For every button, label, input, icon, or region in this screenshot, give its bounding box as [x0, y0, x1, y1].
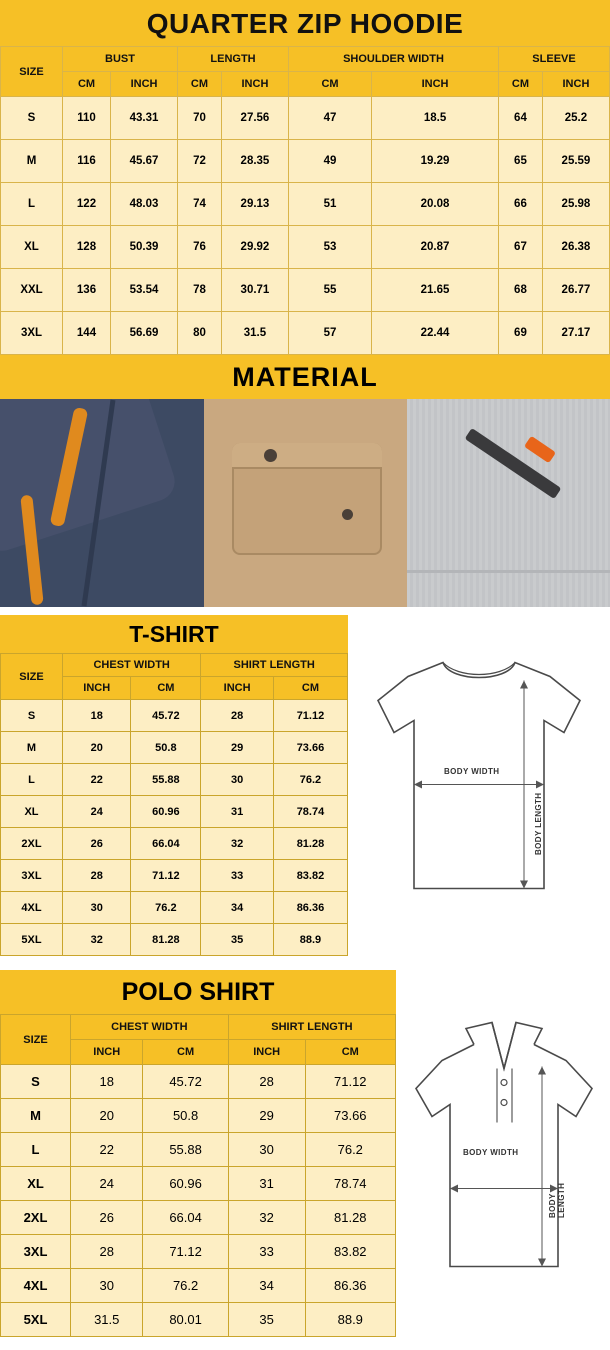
tshirt-row-4-c0: 26: [63, 828, 131, 860]
polo-unit-length-inch: INCH: [228, 1040, 305, 1065]
hoodie-unit-length-inch: INCH: [221, 72, 288, 97]
tshirt-outline-icon: [348, 615, 610, 956]
polo-row-4-c0: 26: [71, 1201, 143, 1235]
hoodie-row-3-c7: 26.38: [542, 226, 609, 269]
tshirt-row-5-c3: 83.82: [273, 860, 347, 892]
polo-row-0-c1: 45.72: [143, 1065, 228, 1099]
hoodie-unit-shoulder-inch: INCH: [372, 72, 499, 97]
hoodie-section: [0, 0, 610, 355]
hoodie-row-4-c7: 26.77: [542, 269, 609, 312]
polo-row-7-size: 5XL: [1, 1303, 71, 1337]
tshirt-row-6-c2: 34: [201, 892, 274, 924]
tshirt-row-6-c3: 86.36: [273, 892, 347, 924]
hoodie-row-4-c2: 78: [178, 269, 222, 312]
hoodie-row-2-c7: 25.98: [542, 183, 609, 226]
table-row: [1, 183, 610, 226]
tshirt-row-5-c0: 28: [63, 860, 131, 892]
tshirt-row-7-size: 5XL: [1, 924, 63, 956]
tshirt-row-1-c1: 50.8: [131, 732, 201, 764]
tshirt-size-table: [0, 653, 348, 956]
grey-fleece-pen-photo: [407, 399, 610, 607]
hoodie-row-3-c3: 29.92: [221, 226, 288, 269]
tshirt-row-2-c1: 55.88: [131, 764, 201, 796]
table-row: [1, 1167, 396, 1201]
hoodie-row-5-size: 3XL: [1, 312, 63, 355]
table-row: [1, 860, 348, 892]
table-row: [1, 312, 610, 355]
hoodie-row-4-c6: 68: [499, 269, 543, 312]
polo-row-3-c0: 24: [71, 1167, 143, 1201]
polo-header-chest-width: CHEST WIDTH: [71, 1015, 229, 1040]
tshirt-table-body: [1, 700, 348, 956]
tshirt-row-2-size: L: [1, 764, 63, 796]
table-row: [1, 269, 610, 312]
hoodie-row-1-c4: 49: [288, 140, 371, 183]
hoodie-row-4-c5: 21.65: [372, 269, 499, 312]
polo-row-0-size: S: [1, 1065, 71, 1099]
tshirt-section: [0, 607, 610, 956]
polo-row-6-size: 4XL: [1, 1269, 71, 1303]
tshirt-unit-length-inch: INCH: [201, 677, 274, 700]
hoodie-row-4-c3: 30.71: [221, 269, 288, 312]
hoodie-title: QUARTER ZIP HOODIE: [0, 0, 610, 46]
tshirt-unit-length-cm: CM: [273, 677, 347, 700]
hoodie-row-0-c6: 64: [499, 97, 543, 140]
tshirt-body-width-label: BODY WIDTH: [444, 767, 500, 776]
table-row: [1, 828, 348, 860]
table-row: [1, 764, 348, 796]
polo-row-5-c3: 83.82: [305, 1235, 395, 1269]
hoodie-unit-bust-inch: INCH: [111, 72, 178, 97]
beige-sleeve-pocket-photo: [204, 399, 407, 607]
tshirt-row-7-c3: 88.9: [273, 924, 347, 956]
hoodie-row-1-c2: 72: [178, 140, 222, 183]
hoodie-unit-length-cm: CM: [178, 72, 222, 97]
hoodie-row-0-c3: 27.56: [221, 97, 288, 140]
hoodie-row-0-c0: 110: [63, 97, 111, 140]
tshirt-row-4-size: 2XL: [1, 828, 63, 860]
hoodie-row-2-c0: 122: [63, 183, 111, 226]
hoodie-row-1-c7: 25.59: [542, 140, 609, 183]
hoodie-row-2-c6: 66: [499, 183, 543, 226]
polo-row-1-size: M: [1, 1099, 71, 1133]
table-row: [1, 1303, 396, 1337]
tshirt-row-7-c2: 35: [201, 924, 274, 956]
tshirt-row-2-c3: 76.2: [273, 764, 347, 796]
hoodie-row-0-c7: 25.2: [542, 97, 609, 140]
polo-diagram: [396, 970, 610, 1337]
hoodie-unit-header-row: [1, 72, 610, 97]
hoodie-row-3-c4: 53: [288, 226, 371, 269]
table-row: [1, 1065, 396, 1099]
hoodie-row-4-c4: 55: [288, 269, 371, 312]
hoodie-unit-shoulder-cm: CM: [288, 72, 371, 97]
tshirt-row-4-c1: 66.04: [131, 828, 201, 860]
table-row: [1, 892, 348, 924]
hoodie-row-1-size: M: [1, 140, 63, 183]
tshirt-row-5-c1: 71.12: [131, 860, 201, 892]
tshirt-unit-chest-cm: CM: [131, 677, 201, 700]
table-row: [1, 924, 348, 956]
tshirt-row-0-size: S: [1, 700, 63, 732]
hoodie-row-0-c2: 70: [178, 97, 222, 140]
hoodie-row-5-c0: 144: [63, 312, 111, 355]
tshirt-table-wrap: [0, 615, 348, 956]
hoodie-row-0-c5: 18.5: [372, 97, 499, 140]
polo-unit-length-cm: CM: [305, 1040, 395, 1065]
hoodie-header-size: SIZE: [1, 47, 63, 97]
polo-row-6-c0: 30: [71, 1269, 143, 1303]
polo-row-5-c1: 71.12: [143, 1235, 228, 1269]
tshirt-row-3-c1: 60.96: [131, 796, 201, 828]
hoodie-row-2-size: L: [1, 183, 63, 226]
hoodie-row-3-size: XL: [1, 226, 63, 269]
tshirt-row-2-c0: 22: [63, 764, 131, 796]
tshirt-title: T-SHIRT: [0, 615, 348, 653]
tshirt-row-1-size: M: [1, 732, 63, 764]
tshirt-row-4-c3: 81.28: [273, 828, 347, 860]
tshirt-group-header-row: [1, 654, 348, 677]
material-title: MATERIAL: [0, 355, 610, 399]
polo-row-2-c3: 76.2: [305, 1133, 395, 1167]
table-row: [1, 1235, 396, 1269]
tshirt-row-1-c3: 73.66: [273, 732, 347, 764]
polo-section: [0, 956, 610, 1337]
tshirt-header-size: SIZE: [1, 654, 63, 700]
hoodie-row-0-c4: 47: [288, 97, 371, 140]
tshirt-row-3-size: XL: [1, 796, 63, 828]
tshirt-row-3-c3: 78.74: [273, 796, 347, 828]
polo-row-5-c2: 33: [228, 1235, 305, 1269]
tshirt-row-0-c3: 71.12: [273, 700, 347, 732]
polo-header-size: SIZE: [1, 1015, 71, 1065]
tshirt-row-1-c0: 20: [63, 732, 131, 764]
polo-row-2-c0: 22: [71, 1133, 143, 1167]
tshirt-row-7-c1: 81.28: [131, 924, 201, 956]
hoodie-unit-sleeve-cm: CM: [499, 72, 543, 97]
hoodie-row-2-c5: 20.08: [372, 183, 499, 226]
tshirt-row-5-size: 3XL: [1, 860, 63, 892]
polo-row-0-c3: 71.12: [305, 1065, 395, 1099]
polo-group-header-row: [1, 1015, 396, 1040]
hoodie-row-0-size: S: [1, 97, 63, 140]
hoodie-group-header-row: [1, 47, 610, 72]
polo-header-shirt-length: SHIRT LENGTH: [228, 1015, 395, 1040]
tshirt-diagram: [348, 615, 610, 956]
hoodie-row-3-c1: 50.39: [111, 226, 178, 269]
table-row: [1, 97, 610, 140]
hoodie-row-4-c1: 53.54: [111, 269, 178, 312]
tshirt-header-chest-width: CHEST WIDTH: [63, 654, 201, 677]
hoodie-row-1-c0: 116: [63, 140, 111, 183]
tshirt-body-length-label: BODY LENGTH: [534, 792, 543, 855]
tshirt-row-6-c1: 76.2: [131, 892, 201, 924]
tshirt-row-3-c2: 31: [201, 796, 274, 828]
table-row: [1, 1133, 396, 1167]
polo-row-5-c0: 28: [71, 1235, 143, 1269]
polo-row-3-c2: 31: [228, 1167, 305, 1201]
hoodie-row-3-c5: 20.87: [372, 226, 499, 269]
polo-row-3-size: XL: [1, 1167, 71, 1201]
table-row: [1, 700, 348, 732]
navy-hoodie-drawstring-photo: [0, 399, 204, 607]
hoodie-header-sleeve: SLEEVE: [499, 47, 610, 72]
polo-row-0-c0: 18: [71, 1065, 143, 1099]
tshirt-row-1-c2: 29: [201, 732, 274, 764]
hoodie-row-0-c1: 43.31: [111, 97, 178, 140]
table-row: [1, 140, 610, 183]
tshirt-row-5-c2: 33: [201, 860, 274, 892]
polo-row-3-c1: 60.96: [143, 1167, 228, 1201]
polo-row-1-c1: 50.8: [143, 1099, 228, 1133]
polo-row-5-size: 3XL: [1, 1235, 71, 1269]
polo-body-width-label: BODY WIDTH: [463, 1148, 519, 1157]
polo-row-3-c3: 78.74: [305, 1167, 395, 1201]
hoodie-row-2-c3: 29.13: [221, 183, 288, 226]
hoodie-size-table: [0, 46, 610, 355]
tshirt-row-0-c0: 18: [63, 700, 131, 732]
hoodie-header-shoulder-width: SHOULDER WIDTH: [288, 47, 498, 72]
polo-row-1-c3: 73.66: [305, 1099, 395, 1133]
polo-row-7-c2: 35: [228, 1303, 305, 1337]
hoodie-unit-sleeve-inch: INCH: [542, 72, 609, 97]
tshirt-unit-chest-inch: INCH: [63, 677, 131, 700]
hoodie-row-5-c3: 31.5: [221, 312, 288, 355]
polo-row-0-c2: 28: [228, 1065, 305, 1099]
polo-row-7-c0: 31.5: [71, 1303, 143, 1337]
hoodie-row-1-c3: 28.35: [221, 140, 288, 183]
tshirt-row-2-c2: 30: [201, 764, 274, 796]
hoodie-row-5-c6: 69: [499, 312, 543, 355]
hoodie-row-5-c4: 57: [288, 312, 371, 355]
polo-body-length-label: BODY LENGTH: [548, 1182, 566, 1218]
hoodie-row-5-c1: 56.69: [111, 312, 178, 355]
polo-row-4-c3: 81.28: [305, 1201, 395, 1235]
polo-row-4-c1: 66.04: [143, 1201, 228, 1235]
hoodie-row-5-c2: 80: [178, 312, 222, 355]
polo-table-body: [1, 1065, 396, 1337]
tshirt-row-0-c2: 28: [201, 700, 274, 732]
table-row: [1, 732, 348, 764]
polo-title: POLO SHIRT: [0, 970, 396, 1014]
hoodie-unit-bust-cm: CM: [63, 72, 111, 97]
polo-row-6-c2: 34: [228, 1269, 305, 1303]
table-row: [1, 226, 610, 269]
polo-row-7-c1: 80.01: [143, 1303, 228, 1337]
tshirt-row-4-c2: 32: [201, 828, 274, 860]
material-photo-strip: [0, 399, 610, 607]
tshirt-row-7-c0: 32: [63, 924, 131, 956]
hoodie-header-length: LENGTH: [178, 47, 289, 72]
tshirt-row-3-c0: 24: [63, 796, 131, 828]
tshirt-row-6-size: 4XL: [1, 892, 63, 924]
table-row: [1, 1201, 396, 1235]
hoodie-header-bust: BUST: [63, 47, 178, 72]
polo-row-1-c0: 20: [71, 1099, 143, 1133]
hoodie-row-1-c6: 65: [499, 140, 543, 183]
hoodie-row-4-size: XXL: [1, 269, 63, 312]
tshirt-header-shirt-length: SHIRT LENGTH: [201, 654, 348, 677]
hoodie-row-2-c1: 48.03: [111, 183, 178, 226]
polo-row-2-c2: 30: [228, 1133, 305, 1167]
polo-row-2-size: L: [1, 1133, 71, 1167]
hoodie-row-1-c5: 19.29: [372, 140, 499, 183]
hoodie-row-5-c5: 22.44: [372, 312, 499, 355]
hoodie-row-4-c0: 136: [63, 269, 111, 312]
hoodie-row-5-c7: 27.17: [542, 312, 609, 355]
hoodie-row-3-c0: 128: [63, 226, 111, 269]
polo-unit-chest-inch: INCH: [71, 1040, 143, 1065]
polo-row-2-c1: 55.88: [143, 1133, 228, 1167]
polo-table-wrap: [0, 970, 396, 1337]
hoodie-row-3-c2: 76: [178, 226, 222, 269]
polo-row-6-c3: 86.36: [305, 1269, 395, 1303]
polo-unit-chest-cm: CM: [143, 1040, 228, 1065]
hoodie-row-2-c4: 51: [288, 183, 371, 226]
polo-row-6-c1: 76.2: [143, 1269, 228, 1303]
polo-row-7-c3: 88.9: [305, 1303, 395, 1337]
polo-size-table: [0, 1014, 396, 1337]
tshirt-row-6-c0: 30: [63, 892, 131, 924]
table-row: [1, 1099, 396, 1133]
table-row: [1, 1269, 396, 1303]
table-row: [1, 796, 348, 828]
polo-row-4-size: 2XL: [1, 1201, 71, 1235]
hoodie-table-body: [1, 97, 610, 355]
tshirt-row-0-c1: 45.72: [131, 700, 201, 732]
polo-row-4-c2: 32: [228, 1201, 305, 1235]
hoodie-row-3-c6: 67: [499, 226, 543, 269]
hoodie-row-1-c1: 45.67: [111, 140, 178, 183]
polo-row-1-c2: 29: [228, 1099, 305, 1133]
hoodie-row-2-c2: 74: [178, 183, 222, 226]
